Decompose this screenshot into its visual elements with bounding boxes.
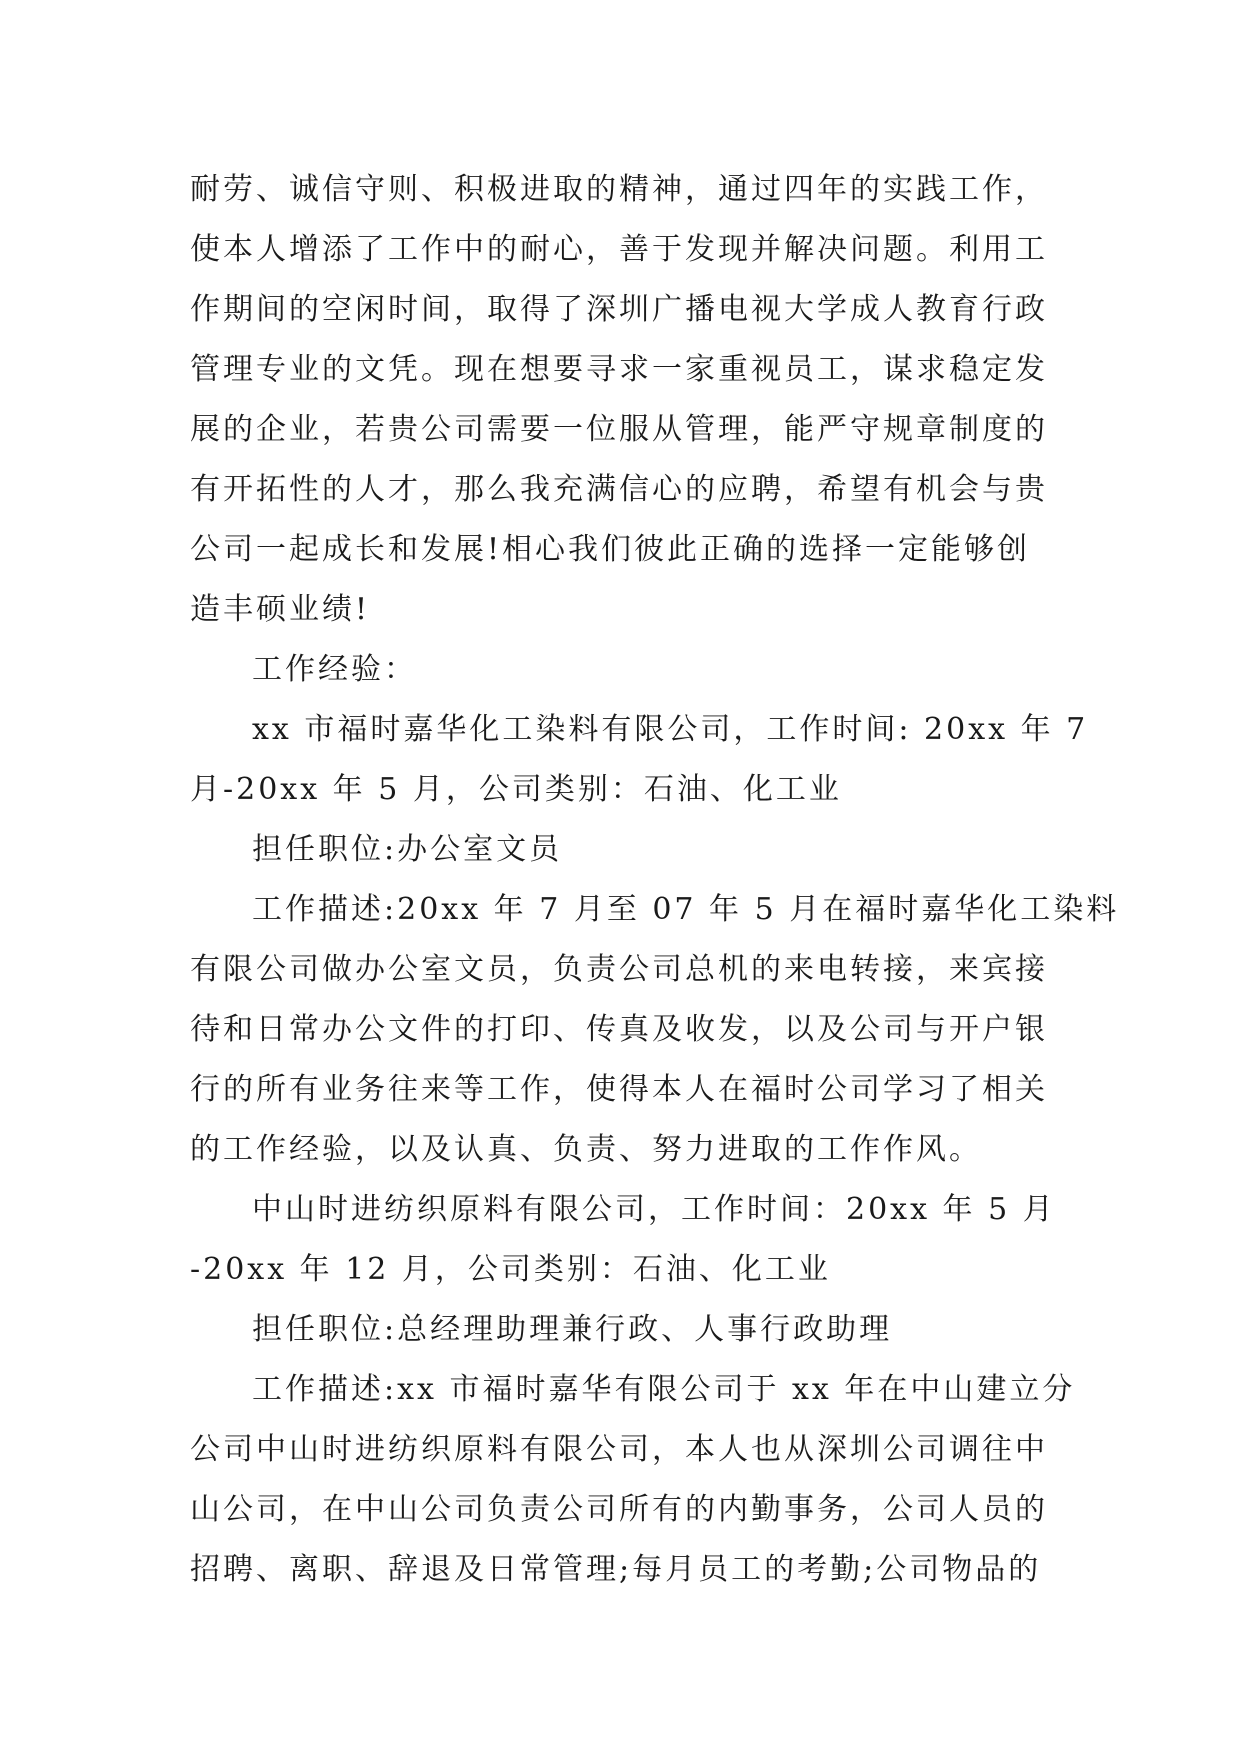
- text-line: 担任职位:办公室文员: [252, 832, 563, 867]
- text-line: 使本人增添了工作中的耐心，善于发现并解决问题。利用工: [190, 232, 1048, 267]
- section-heading-work-experience: 工作经验：: [252, 652, 417, 687]
- text-line: -20xx 年 12 月，公司类别：石油、化工业: [190, 1252, 831, 1287]
- text-line: 招聘、离职、辞退及日常管理;每月员工的考勤;公司物品的: [190, 1552, 1042, 1587]
- text-line: 待和日常办公文件的打印、传真及收发，以及公司与开户银: [190, 1012, 1048, 1047]
- text-line: 有限公司做办公室文员，负责公司总机的来电转接，来宾接: [190, 952, 1048, 987]
- text-line: 工作描述:xx 市福时嘉华有限公司于 xx 年在中山建立分: [252, 1372, 1076, 1407]
- text-line: 工作描述:20xx 年 7 月至 07 年 5 月在福时嘉华化工染料: [252, 892, 1120, 927]
- text-line: 中山时进纺织原料有限公司，工作时间：20xx 年 5 月: [252, 1192, 1056, 1227]
- text-line: 耐劳、诚信守则、积极进取的精神，通过四年的实践工作，: [190, 172, 1048, 207]
- text-line: 作期间的空闲时间，取得了深圳广播电视大学成人教育行政: [190, 292, 1048, 327]
- text-line: 公司一起成长和发展!相心我们彼此正确的选择一定能够创: [190, 532, 1031, 567]
- text-line: 展的企业，若贵公司需要一位服从管理，能严守规章制度的: [190, 412, 1048, 447]
- text-line: 山公司，在中山公司负责公司所有的内勤事务，公司人员的: [190, 1492, 1048, 1527]
- text-line: 月-20xx 年 5 月，公司类别：石油、化工业: [190, 772, 842, 807]
- text-line: 行的所有业务往来等工作，使得本人在福时公司学习了相关: [190, 1072, 1048, 1107]
- text-line: 管理专业的文凭。现在想要寻求一家重视员工，谋求稳定发: [190, 352, 1048, 387]
- text-line: 担任职位:总经理助理兼行政、人事行政助理: [252, 1312, 893, 1347]
- text-line: 有开拓性的人才，那么我充满信心的应聘，希望有机会与贵: [190, 472, 1048, 507]
- text-line: 公司中山时进纺织原料有限公司，本人也从深圳公司调往中: [190, 1432, 1048, 1467]
- text-line: 造丰硕业绩!: [190, 592, 371, 627]
- text-line: xx 市福时嘉华化工染料有限公司，工作时间: 20xx 年 7: [252, 712, 1089, 747]
- document-body: [190, 160, 1120, 1600]
- text-line: 的工作经验，以及认真、负责、努力进取的工作作风。: [190, 1132, 982, 1167]
